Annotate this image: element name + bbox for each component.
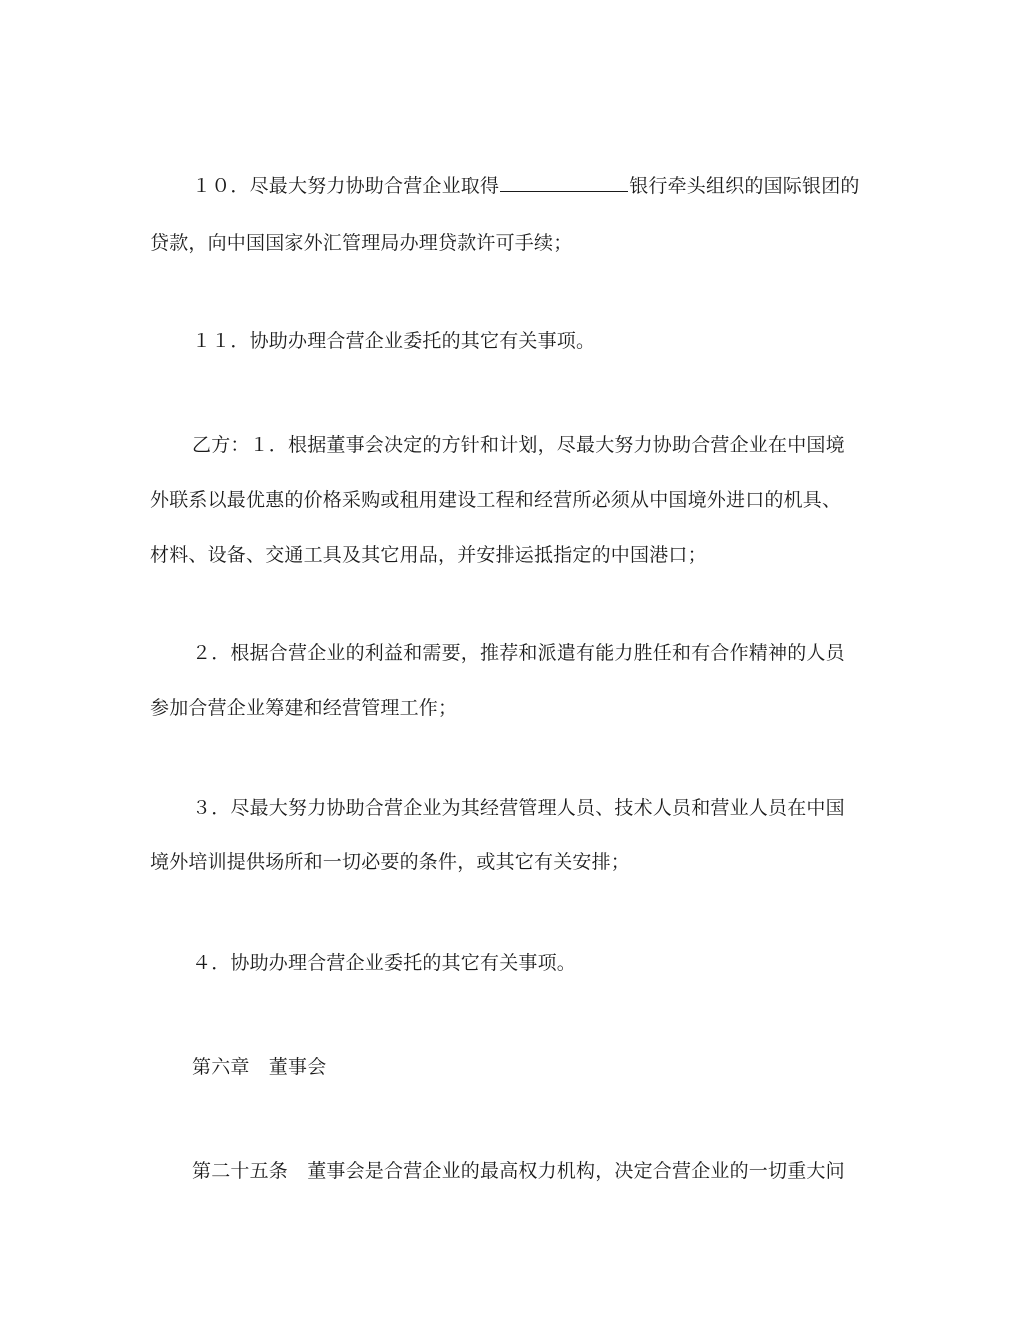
party-b-item-2-line-2: 参加合营企业筹建和经营管理工作； [150,697,458,719]
party-b-item-3-line-2: 境外培训提供场所和一切必要的条件，或其它有关安排； [150,851,631,873]
article-25-line-1: 第二十五条 董事会是合营企业的最高权力机构，决定合营企业的一切重大问 [192,1160,845,1182]
party-b-item-1-line-2: 外联系以最优惠的价格采购或租用建设工程和经营所必须从中国境外进口的机具、 [150,489,842,511]
paragraph-10-line-1 [192,173,860,199]
paragraph-11: １１．协助办理合营企业委托的其它有关事项。 [192,330,596,352]
paragraph-10-text-after-blank: 银行牵头组织的国际银团的 [629,175,860,197]
party-b-item-1-line-1: 乙方：１．根据董事会决定的方针和计划，尽最大努力协助合营企业在中国境 [192,434,845,456]
party-b-item-4: ４．协助办理合营企业委托的其它有关事项。 [192,952,577,974]
paragraph-10-text-before-blank: １０．尽最大努力协助合营企业取得 [192,175,500,197]
party-b-item-3-line-1: ３．尽最大努力协助合营企业为其经营管理人员、技术人员和营业人员在中国 [192,797,845,819]
fill-in-blank [500,173,628,192]
party-b-item-1-line-3: 材料、设备、交通工具及其它用品，并安排运抵指定的中国港口； [150,544,707,566]
chapter-heading: 第六章 董事会 [192,1056,327,1078]
party-b-item-2-line-1: ２．根据合营企业的利益和需要，推荐和派遣有能力胜任和有合作精神的人员 [192,642,845,664]
paragraph-10-line-2: 贷款，向中国国家外汇管理局办理贷款许可手续； [150,232,573,254]
